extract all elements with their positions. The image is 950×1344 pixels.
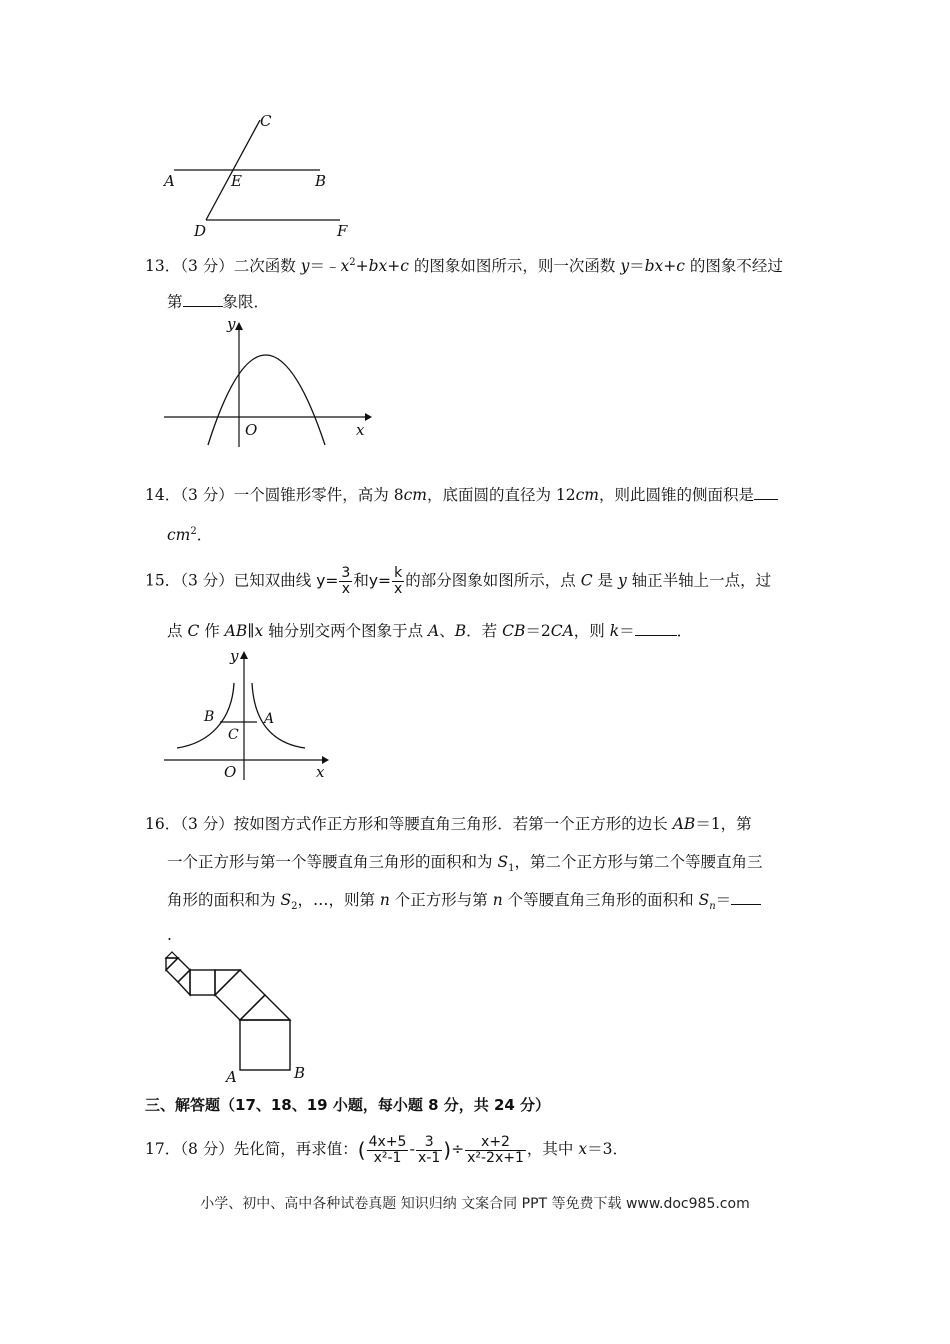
figure-squares-triangles xyxy=(150,950,320,1085)
fraction-k-over-x: $\frac{k}{x}$ xyxy=(394,565,403,597)
axis-y-label: y xyxy=(230,647,239,665)
label-D: D xyxy=(194,222,207,240)
fraction-2: $\frac{3}{x-1}$ xyxy=(418,1133,441,1166)
question-16-line3: 角形的面积和为 $S_2$，…，则第 n 个正方形与第 n 个等腰直角三角形的面积和 $S_n=$ xyxy=(167,889,761,918)
page-footer: 小学、初中、高中各种试卷真题 知识归纳 文案合同 PPT 等免费下载 www.doc985.com xyxy=(200,1196,750,1212)
point-A-label: A xyxy=(226,1068,237,1085)
answer-blank xyxy=(635,621,677,636)
question-15-line1: 15．（3 分）已知双曲线 y= $\frac{3}{x}$ 和y= $\frac{k}{x}$ 的部分图象如图所示，点 C 是 y 轴正半轴上一点，过 xyxy=(145,565,772,597)
answer-blank xyxy=(731,890,761,905)
axis-x-label: x xyxy=(316,763,325,781)
question-16-line2: 一个正方形与第一个等腰直角三角形的面积和为 $S_1$，第二个正方形与第二个等腰直角三 xyxy=(167,853,763,875)
point-C-label: C xyxy=(228,727,239,743)
answer-blank xyxy=(754,485,778,500)
question-16-line4: . xyxy=(167,926,172,944)
fraction-1: $\frac{4x+5}{\text{x²-1}}$ xyxy=(368,1133,407,1166)
label-F: F xyxy=(337,222,348,240)
fraction-3-over-x: $\frac{3}{x}$ xyxy=(341,565,351,597)
answer-blank xyxy=(183,292,223,307)
label-A: A xyxy=(164,172,175,190)
axis-x-label: x xyxy=(356,421,365,439)
label-C: C xyxy=(260,112,272,130)
question-14-line2: $cm^2$． xyxy=(167,526,213,545)
section-heading: 三、解答题（17、18、19 小题，每小题 8 分，共 24 分） xyxy=(145,1096,551,1114)
question-15-line2: 点 C 作 AB∥x 轴分别交两个图象于点 A、B．若 CB＝2CA，则 k＝ ． xyxy=(167,622,693,640)
label-B: B xyxy=(315,172,327,190)
fraction-3: $\frac{x+2}{\text{x²-2x+1}}$ xyxy=(467,1133,524,1166)
question-13-line1: 13．（3 分）二次函数 $y=﹣x^2+bx+c$ 的图象如图所示，则一次函数 y＝bx+c 的图象不经过 xyxy=(145,257,783,276)
figure-parallel-lines xyxy=(160,108,360,243)
point-B-label: B xyxy=(204,709,215,725)
label-E: E xyxy=(231,172,242,190)
figure-hyperbolas xyxy=(160,645,340,785)
question-16-line1: 16．（3 分）按如图方式作正方形和等腰直角三角形．若第一个正方形的边长 AB＝1，第 xyxy=(145,815,752,833)
question-17: 17．（8 分）先化简，再求值：( $\frac{4x+5}{\text{x²-1}}$ - $\frac{3}{x-1}$ )÷ $\frac{x+2}{\text{x²-2x+1}}$ ，其中 x＝3． xyxy=(145,1133,628,1166)
origin-label: O xyxy=(224,763,237,781)
question-13-line2: 第 象限． xyxy=(167,293,270,311)
point-A-label: A xyxy=(264,711,275,727)
question-14-line1: 14．（3 分）一个圆锥形零件，高为 8cm，底面圆的直径为 12cm，则此圆锥的侧面积是 xyxy=(145,484,778,506)
origin-label: O xyxy=(245,421,258,439)
figure-parabola xyxy=(160,315,380,455)
axis-y-label: y xyxy=(227,315,236,333)
point-B-label: B xyxy=(294,1064,306,1082)
